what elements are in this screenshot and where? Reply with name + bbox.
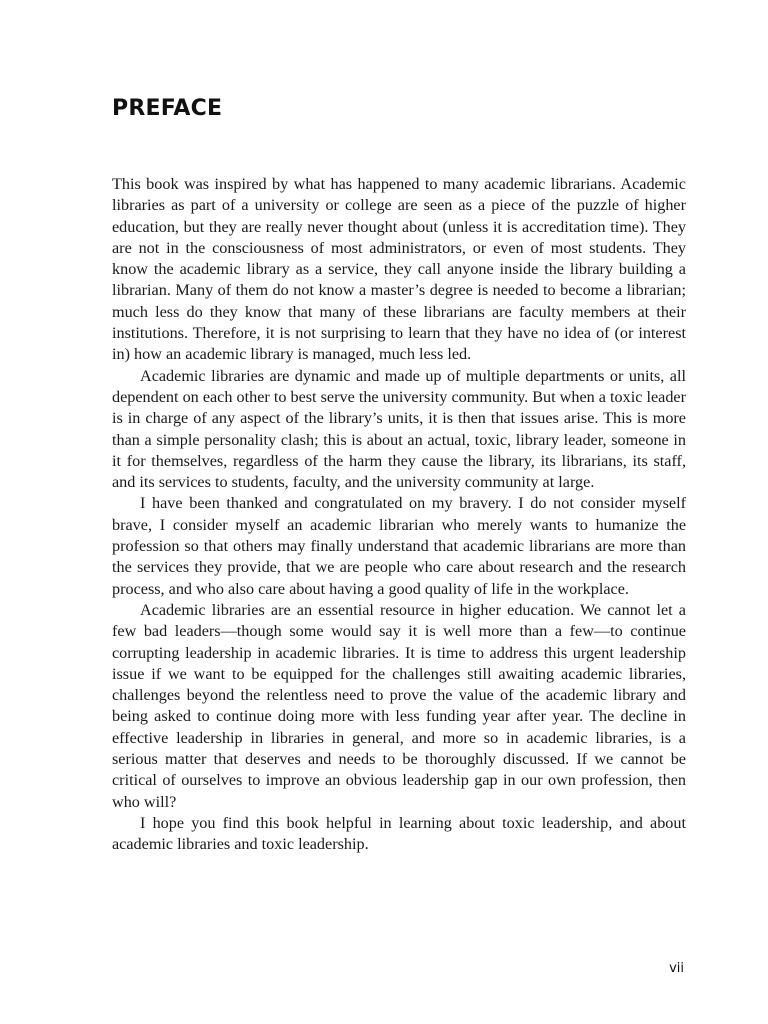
page-number: vii	[669, 961, 684, 976]
paragraph-3: I have been thanked and congratulated on my bravery. I do not consider myself brave, I consider myself an academic librarian who merely wants to humanize the profession so that others may finally understand that academic librarians are more than the services they provide, that we are people who care about research and the research process, and who also care about having a good quality of life in the workplace.	[112, 494, 686, 598]
paragraph-2: Academic libraries are dynamic and made up of multiple departments or units, all dependent on each other to best serve the university community. But when a toxic leader is in charge of any aspect of the library’s units, it is then that issues arise. This is more than a simple personality clash; this is about an actual, toxic, library leader, someone in it for themselves, regardless of the harm they cause the library, its librarians, its staff, and its services to students, faculty, and the university community at large.	[112, 366, 686, 492]
paragraph-5: I hope you find this book helpful in learning about toxic leadership, and about academic libraries and toxic leadership.	[112, 813, 686, 854]
paragraph-4: Academic libraries are an essential resource in higher education. We cannot let a few bad leaders—though some would say it is well more than a few—to continue corrupting leadership in academic libraries. It is time to address this urgent leadership issue if we want to be equipped for the challenges still awaiting academic libraries, challenges beyond the relentless need to prove the value of the academic library and being asked to continue doing more with less funding year after year. The decline in effective leadership in libraries in general, and more so in academic libraries, is a serious matter that deserves and needs to be thoroughly discussed. If we cannot be critical of ourselves to improve an obvious leadership gap in our own profession, then who will?	[112, 600, 686, 811]
chapter-heading: PREFACE	[112, 96, 223, 121]
paragraph-1: This book was inspired by what has happened to many academic librarians. Academic libraries as part of a university or college are seen as a piece of the puzzle of higher education, but they are really never thought about (unless it is accreditation time). They are not in the consciousness of most administrators, or even of most students. They know the academic library as a service, they call anyone inside the library building a librarian. Many of them do not know a master’s degree is needed to become a librarian; much less do they know that many of these librarians are faculty members at their institutions. Therefore, it is not surprising to learn that they have no idea of (or interest in) how an academic library is managed, much less led.	[112, 175, 686, 364]
preface-body	[112, 174, 686, 856]
